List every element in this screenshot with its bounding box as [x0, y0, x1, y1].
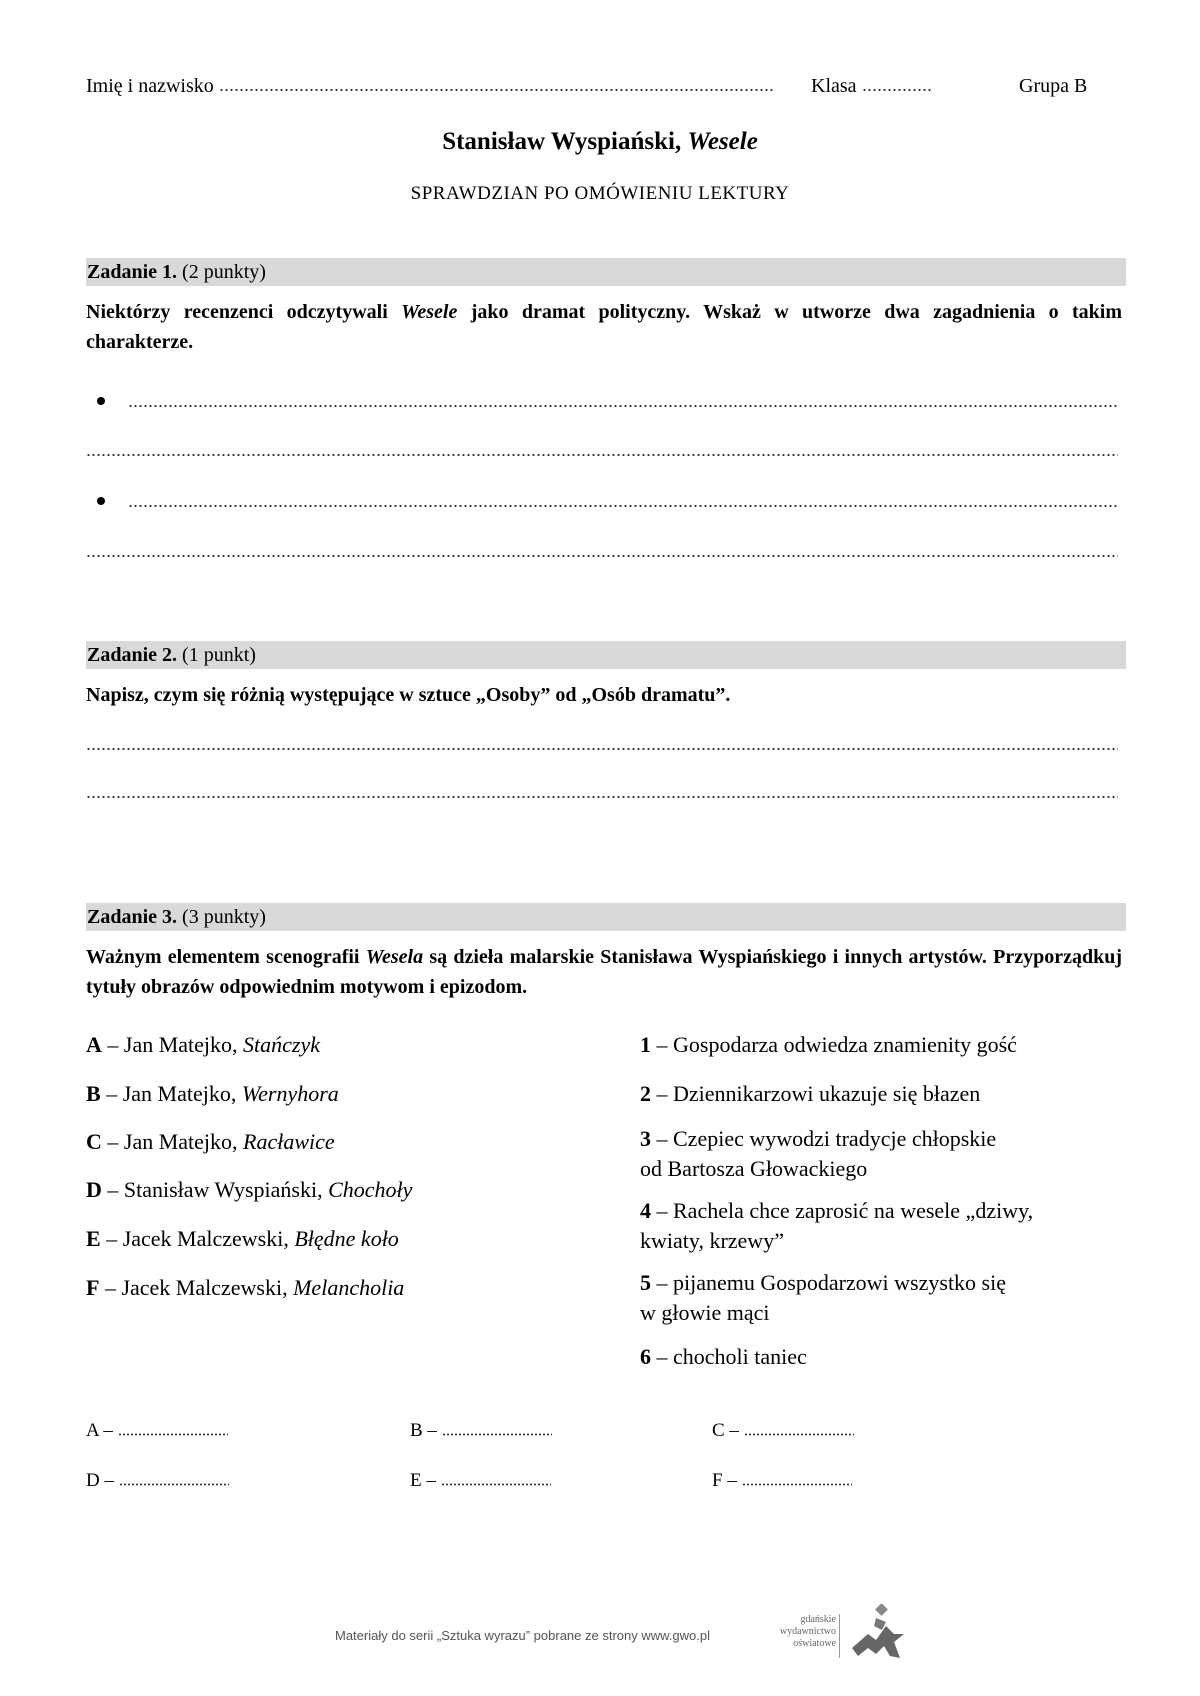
- task3-header: [86, 903, 1126, 931]
- task1-prompt-italic: Wesele: [401, 301, 458, 323]
- motif-item: [640, 1079, 980, 1109]
- motif-text-line2: od Bartosza Głowackiego: [640, 1156, 868, 1181]
- motif-text: – Rachela chce zaprosić na wesele „dziwy,: [651, 1198, 1034, 1223]
- motif-text-line2: w głowie mąci: [640, 1300, 770, 1325]
- publisher-logo-text: [760, 1614, 836, 1650]
- painting-item: [86, 1224, 399, 1254]
- task1-prompt: [86, 297, 1122, 357]
- bullet-icon: [97, 497, 105, 505]
- answer-dotted-line[interactable]: [441, 1483, 551, 1486]
- group-label: Grupa B: [1019, 75, 1088, 97]
- footer-text: Materiały do serii „Sztuka wyrazu” pobrane ze strony www.gwo.pl: [335, 1628, 710, 1643]
- painting-author: – Jan Matejko,: [101, 1032, 244, 1057]
- answer-field-f[interactable]: [712, 1470, 852, 1492]
- task3-prompt: [86, 942, 1122, 1002]
- motif-item: [640, 1030, 1017, 1060]
- task2-answer-line-1[interactable]: [86, 747, 1118, 751]
- task1-label: Zadanie 1.: [87, 261, 178, 283]
- task3-prompt-text-a: Ważnym elementem scenografii: [86, 946, 366, 968]
- answer-field-d[interactable]: [86, 1470, 229, 1492]
- motif-text: – Gospodarza odwiedza znamienity gość: [651, 1032, 1017, 1057]
- motif-number: 2: [640, 1081, 651, 1106]
- class-field[interactable]: [811, 75, 932, 98]
- task2-points: (1 punkt): [177, 644, 256, 666]
- task2-header: [86, 641, 1126, 669]
- task3-prompt-text-b: są dzieła malarskie Stanisława Wyspiańskiego i innych artystów. Przyporządkuj tytuły obrazów odpowiednim motywom i epizodom.: [86, 946, 1122, 998]
- answer-label: C –: [712, 1420, 739, 1441]
- task2-answer-line-2[interactable]: [86, 795, 1118, 799]
- motif-item: [640, 1124, 996, 1184]
- page-title: [0, 128, 1200, 156]
- title-work: Wesele: [687, 128, 758, 155]
- motif-text: – pijanemu Gospodarzowi wszystko się: [651, 1270, 1006, 1295]
- name-dotted-line: [219, 88, 775, 92]
- task3-prompt-italic: Wesela: [365, 946, 424, 968]
- logo-line: wydawnictwo: [779, 1626, 836, 1637]
- motif-number: 1: [640, 1032, 651, 1057]
- painting-author: – Jacek Malczewski,: [100, 1226, 295, 1251]
- motif-item: [640, 1342, 807, 1372]
- class-dotted-line: [862, 88, 932, 92]
- motif-text-line2: kwiaty, krzewy”: [640, 1228, 784, 1253]
- painting-item: [86, 1079, 339, 1109]
- painting-letter: F: [86, 1275, 100, 1300]
- answer-label: A –: [86, 1420, 113, 1441]
- answer-field-b[interactable]: [410, 1420, 552, 1442]
- task2-label: Zadanie 2.: [87, 644, 178, 666]
- logo-divider: [839, 1614, 840, 1658]
- motif-text: – chocholi taniec: [651, 1344, 807, 1369]
- painting-author: – Jan Matejko,: [100, 1081, 242, 1106]
- motif-number: 5: [640, 1270, 651, 1295]
- painting-title: Błędne koło: [294, 1226, 399, 1251]
- answer-dotted-line[interactable]: [119, 1483, 229, 1486]
- painting-letter: C: [86, 1129, 102, 1154]
- answer-dotted-line[interactable]: [744, 1433, 854, 1436]
- painting-title: Racławice: [243, 1129, 335, 1154]
- name-field[interactable]: [86, 75, 775, 98]
- answer-dotted-line[interactable]: [742, 1483, 852, 1486]
- task3-label: Zadanie 3.: [87, 906, 178, 928]
- task1-answer-line-4[interactable]: [86, 554, 1118, 558]
- painting-title: Melancholia: [293, 1275, 405, 1300]
- painting-letter: E: [86, 1226, 101, 1251]
- answer-dotted-line[interactable]: [442, 1433, 552, 1436]
- painting-title: Chochoły: [328, 1177, 413, 1202]
- answer-dotted-line[interactable]: [118, 1433, 228, 1436]
- answer-field-a[interactable]: [86, 1420, 228, 1442]
- motif-text: – Dziennikarzowi ukazuje się błazen: [651, 1081, 981, 1106]
- publisher-logo-icon: [846, 1604, 908, 1664]
- task1-prompt-text-a: Niektórzy recenzenci odczytywali: [86, 301, 402, 323]
- task1-points: (2 punkty): [177, 261, 266, 283]
- painting-author: – Stanisław Wyspiański,: [101, 1177, 329, 1202]
- painting-letter: A: [86, 1032, 102, 1057]
- task1-answer-line-3[interactable]: [128, 504, 1118, 508]
- painting-letter: B: [86, 1081, 101, 1106]
- class-label: Klasa: [811, 75, 857, 97]
- logo-line: gdańskie: [800, 1614, 836, 1625]
- task1-header: [86, 258, 1126, 286]
- page-subtitle: SPRAWDZIAN PO OMÓWIENIU LEKTURY: [410, 183, 790, 204]
- task1-prompt-text-b: jako dramat polityczny. Wskaż w utworze dwa zagadnienia o takim charakterze.: [86, 301, 1122, 353]
- answer-label: F –: [712, 1470, 737, 1491]
- logo-line: oświatowe: [793, 1638, 836, 1649]
- motif-item: [640, 1196, 1033, 1256]
- bullet-icon: [97, 397, 105, 405]
- painting-item: [86, 1175, 412, 1205]
- painting-letter: D: [86, 1177, 102, 1202]
- painting-author: – Jan Matejko,: [101, 1129, 244, 1154]
- motif-number: 6: [640, 1344, 651, 1369]
- painting-item: [86, 1030, 320, 1060]
- name-label: Imię i nazwisko: [86, 75, 214, 97]
- title-author: Stanisław Wyspiański,: [442, 128, 688, 155]
- task2-prompt: Napisz, czym się różnią występujące w sztuce „Osoby” od „Osób dramatu”.: [86, 684, 731, 706]
- painting-author: – Jacek Malczewski,: [99, 1275, 294, 1300]
- painting-item: [86, 1273, 404, 1303]
- motif-number: 4: [640, 1198, 651, 1223]
- task3-points: (3 punkty): [177, 906, 266, 928]
- painting-title: Stańczyk: [243, 1032, 321, 1057]
- answer-label: D –: [86, 1470, 114, 1491]
- motif-number: 3: [640, 1126, 651, 1151]
- motif-text: – Czepiec wywodzi tradycje chłopskie: [651, 1126, 997, 1151]
- answer-field-c[interactable]: [712, 1420, 854, 1442]
- painting-item: [86, 1127, 335, 1157]
- answer-label: E –: [410, 1470, 436, 1491]
- painting-title: Wernyhora: [241, 1081, 339, 1106]
- answer-label: B –: [410, 1420, 437, 1441]
- motif-item: [640, 1268, 1006, 1328]
- answer-field-e[interactable]: [410, 1470, 551, 1492]
- task1-answer-line-1[interactable]: [128, 404, 1118, 408]
- task1-answer-line-2[interactable]: [86, 453, 1118, 457]
